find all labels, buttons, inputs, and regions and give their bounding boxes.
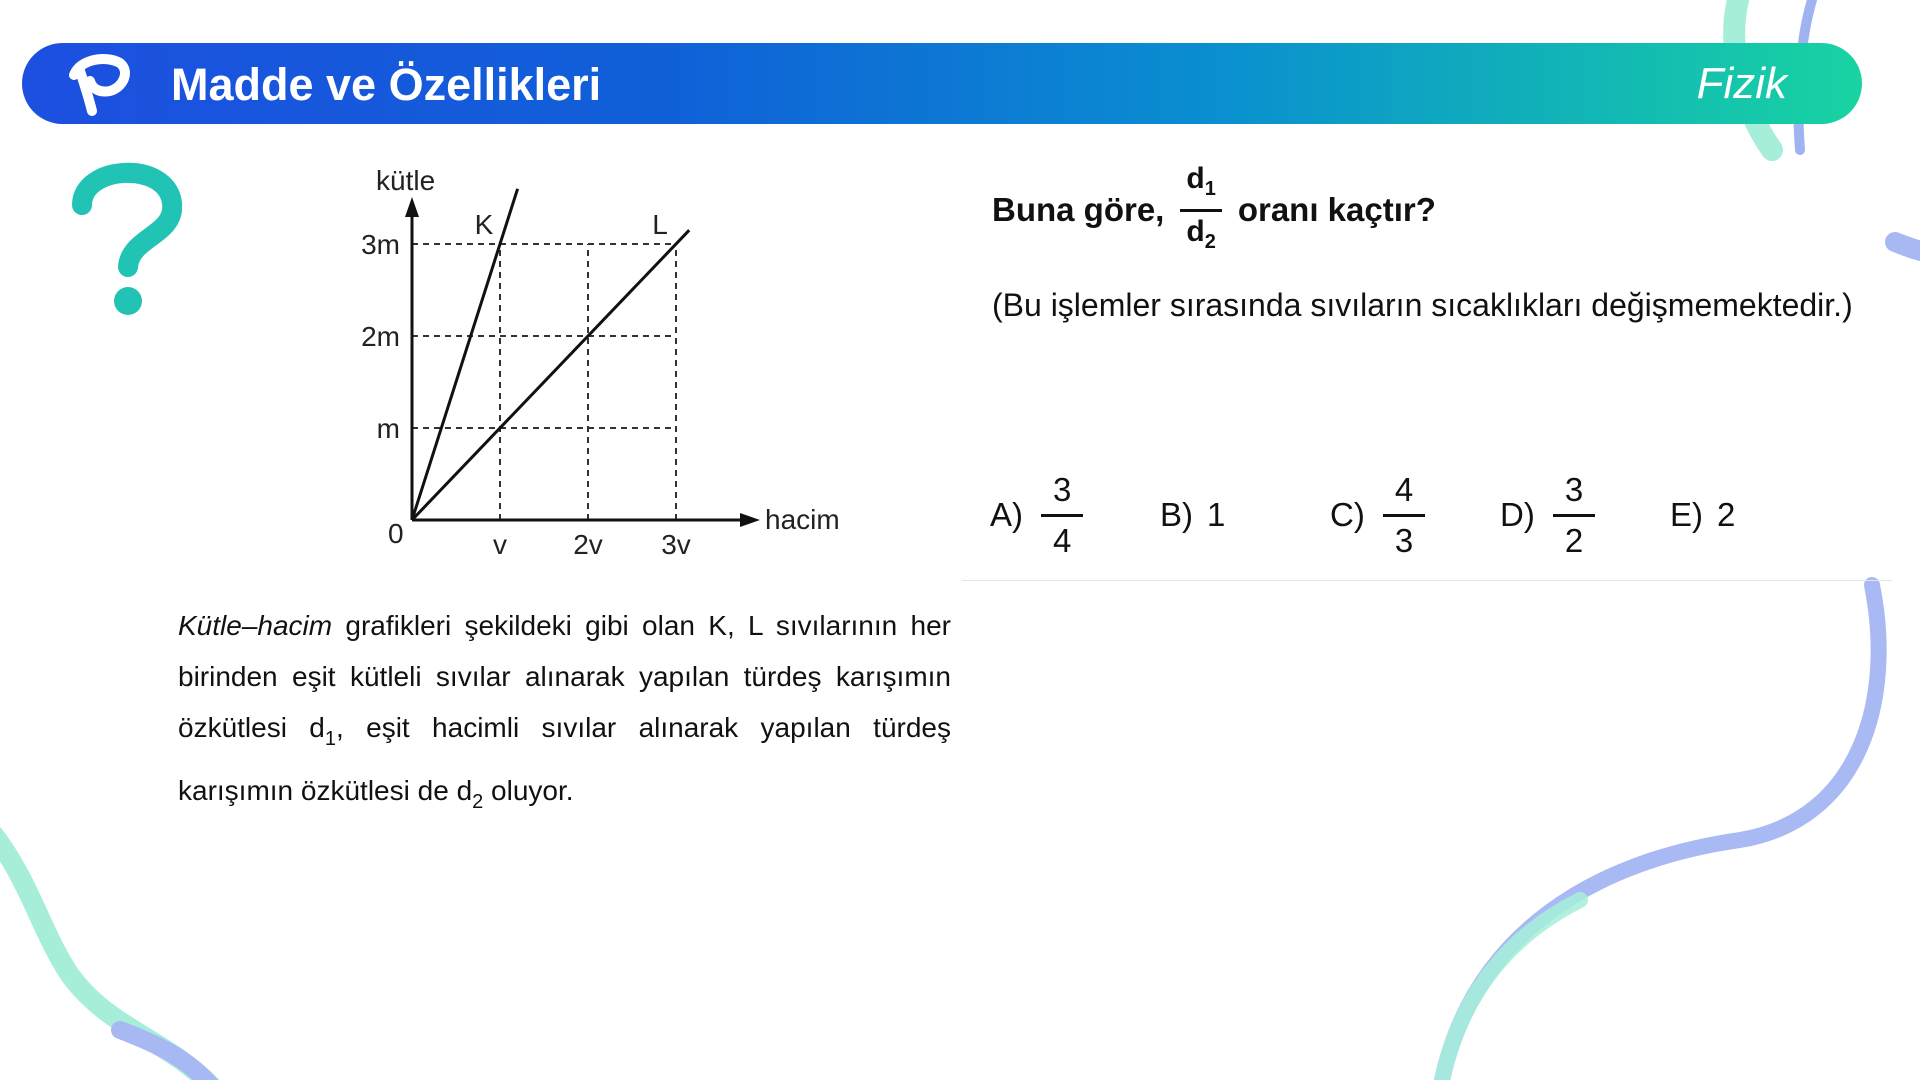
series-lines — [412, 189, 689, 520]
ratio-numerator: $d_1$ — [1180, 161, 1221, 212]
question-mark-icon — [72, 155, 182, 325]
option-letter: C) — [1330, 496, 1365, 533]
page-title: Madde ve Özellikleri — [171, 59, 602, 110]
question-prompt — [992, 160, 1436, 260]
option-letter: A) — [990, 496, 1023, 533]
option-value: 2 — [1717, 496, 1736, 533]
subject-label: Fizik — [1696, 59, 1787, 108]
header-bar — [22, 43, 1862, 124]
density-d2: $d_2$ — [456, 775, 484, 813]
divider — [962, 580, 1892, 581]
paragraph-text-1: grafikleri şekildeki gibi olan K, L sıvılarının her birinden eşit kütleli sıvılar alınarak yapılan türdeş karışımın özkütlesi — [178, 610, 951, 743]
x-axis-arrow — [740, 513, 760, 527]
x-tick-label: 3v — [661, 529, 691, 560]
option-fraction: $\frac{4}{3}$ — [1383, 468, 1425, 563]
option-value: 1 — [1207, 496, 1226, 533]
option-c[interactable] — [1330, 455, 1429, 575]
y-axis-arrow — [405, 197, 419, 217]
paragraph-italic-term: Kütle–hacim — [178, 610, 333, 641]
series-line-k — [412, 189, 518, 520]
y-axis-label: kütle — [376, 165, 436, 196]
option-e[interactable] — [1670, 455, 1735, 575]
axes — [405, 197, 760, 527]
question-prefix: Buna göre, — [992, 191, 1165, 228]
option-d[interactable] — [1500, 455, 1599, 575]
option-letter: B) — [1160, 496, 1193, 533]
option-a[interactable] — [990, 455, 1087, 575]
y-tick-label: m — [376, 413, 400, 444]
option-letter: E) — [1670, 496, 1703, 533]
option-b[interactable] — [1160, 455, 1225, 575]
option-letter: D) — [1500, 496, 1535, 533]
problem-paragraph — [178, 600, 951, 828]
question-note: (Bu işlemler sırasında sıvıların sıcaklıkları değişmemektedir.) — [992, 287, 1853, 323]
x-tick-label: 2v — [573, 529, 603, 560]
question-suffix: oranı kaçtır? — [1237, 191, 1436, 228]
y-tick-label: 2m — [361, 321, 400, 352]
ratio-fraction — [1180, 161, 1221, 260]
paragraph-text-3: oluyor. — [483, 775, 574, 806]
y-tick-label: 3m — [361, 229, 400, 260]
mass-volume-graph — [340, 155, 860, 575]
density-d1: $d_1$ — [309, 712, 336, 750]
ratio-denominator: $d_2$ — [1186, 214, 1216, 253]
series-label-l: L — [652, 209, 668, 240]
option-fraction: $\frac{3}{2}$ — [1553, 468, 1595, 563]
option-fraction: $\frac{3}{4}$ — [1041, 468, 1083, 563]
paragraph-text-2: , eşit hacimli sıvılar alınarak yapılan türdeş karışımın özkütlesi de — [178, 712, 951, 806]
origin-label: 0 — [388, 518, 404, 549]
answer-options — [990, 455, 1870, 575]
series-label-k: K — [474, 209, 494, 240]
brand-logo-icon — [64, 51, 134, 117]
x-axis-label: hacim — [765, 504, 840, 535]
x-tick-label: v — [493, 529, 507, 560]
series-line-l — [412, 230, 689, 520]
